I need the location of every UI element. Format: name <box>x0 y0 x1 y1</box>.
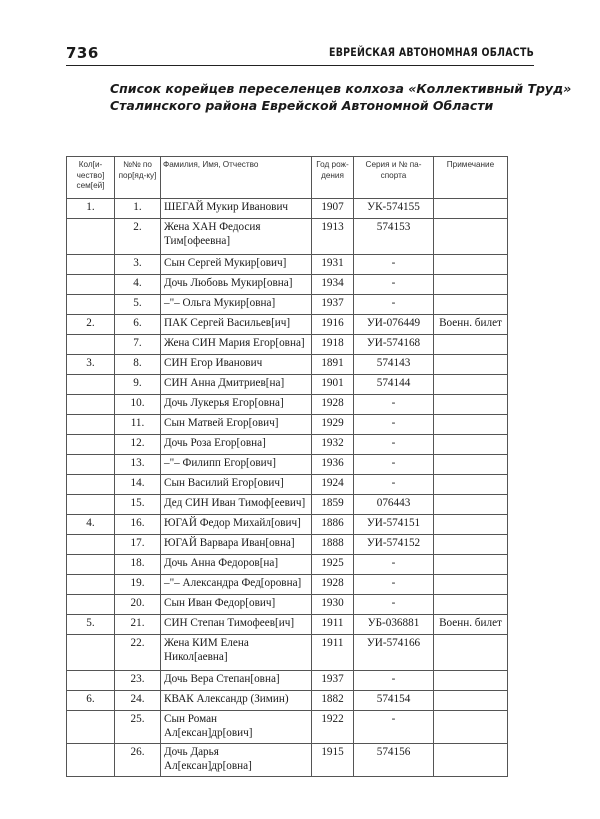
cell-note <box>434 295 508 315</box>
cell-family-count <box>67 415 115 435</box>
cell-family-count: 4. <box>67 515 115 535</box>
table-row <box>67 575 508 595</box>
cell-passport: - <box>354 455 434 475</box>
cell-family-count <box>67 535 115 555</box>
cell-row-number: 6. <box>115 315 161 335</box>
table-row <box>67 515 508 535</box>
cell-family-count <box>67 335 115 355</box>
cell-birth-year: 1929 <box>312 415 354 435</box>
cell-birth-year: 1928 <box>312 395 354 415</box>
cell-note <box>434 395 508 415</box>
cell-note <box>434 275 508 295</box>
cell-birth-year: 1934 <box>312 275 354 295</box>
cell-passport: УИ-574166 <box>354 635 434 671</box>
cell-row-number: 2. <box>115 219 161 255</box>
cell-note <box>434 415 508 435</box>
cell-note <box>434 671 508 691</box>
cell-birth-year: 1886 <box>312 515 354 535</box>
table-row <box>67 355 508 375</box>
cell-full-name: Жена ХАН Федосия Тим[офеевна] <box>161 219 312 255</box>
cell-passport: УИ-076449 <box>354 315 434 335</box>
cell-passport: 574143 <box>354 355 434 375</box>
cell-passport: - <box>354 711 434 744</box>
column-header-note: Примечание <box>434 157 508 199</box>
cell-row-number: 3. <box>115 255 161 275</box>
cell-full-name: Сын Иван Федор[ович] <box>161 595 312 615</box>
cell-passport: УИ-574152 <box>354 535 434 555</box>
cell-row-number: 10. <box>115 395 161 415</box>
cell-passport: УК-574155 <box>354 199 434 219</box>
cell-full-name: Дочь Анна Федоров[на] <box>161 555 312 575</box>
cell-birth-year: 1924 <box>312 475 354 495</box>
cell-birth-year: 1907 <box>312 199 354 219</box>
cell-family-count <box>67 744 115 777</box>
cell-birth-year: 1936 <box>312 455 354 475</box>
cell-note <box>434 335 508 355</box>
cell-birth-year: 1937 <box>312 295 354 315</box>
cell-full-name: СИН Анна Дмитриев[на] <box>161 375 312 395</box>
cell-note <box>434 515 508 535</box>
cell-row-number: 12. <box>115 435 161 455</box>
cell-family-count: 6. <box>67 691 115 711</box>
cell-full-name: Жена СИН Мария Егор[овна] <box>161 335 312 355</box>
document-title <box>110 80 572 114</box>
cell-row-number: 20. <box>115 595 161 615</box>
settlers-table <box>66 156 508 777</box>
cell-note <box>434 435 508 455</box>
cell-full-name: ШЕГАЙ Мукир Иванович <box>161 199 312 219</box>
page-number: 736 <box>66 44 99 62</box>
cell-note <box>434 691 508 711</box>
cell-family-count <box>67 475 115 495</box>
cell-family-count <box>67 555 115 575</box>
cell-row-number: 17. <box>115 535 161 555</box>
cell-full-name: ЮГАЙ Варвара Иван[овна] <box>161 535 312 555</box>
cell-passport: - <box>354 595 434 615</box>
cell-row-number: 19. <box>115 575 161 595</box>
header-rule <box>66 65 534 66</box>
cell-full-name: Дочь Дарья Ал[ексан]др[овна] <box>161 744 312 777</box>
table-row <box>67 475 508 495</box>
column-header-family-count: Кол[и-чество] сем[ей] <box>67 157 115 199</box>
cell-note <box>434 475 508 495</box>
table-body <box>67 199 508 777</box>
table-row <box>67 495 508 515</box>
cell-row-number: 23. <box>115 671 161 691</box>
cell-family-count <box>67 275 115 295</box>
table-row <box>67 415 508 435</box>
cell-full-name: –"– Александра Фед[оровна] <box>161 575 312 595</box>
cell-family-count <box>67 455 115 475</box>
cell-family-count <box>67 575 115 595</box>
cell-passport: 574156 <box>354 744 434 777</box>
cell-family-count <box>67 711 115 744</box>
cell-row-number: 25. <box>115 711 161 744</box>
cell-row-number: 5. <box>115 295 161 315</box>
cell-passport: УБ-036881 <box>354 615 434 635</box>
cell-note <box>434 219 508 255</box>
cell-row-number: 16. <box>115 515 161 535</box>
cell-note <box>434 495 508 515</box>
table-row <box>67 595 508 615</box>
cell-birth-year: 1922 <box>312 711 354 744</box>
cell-family-count: 5. <box>67 615 115 635</box>
cell-note <box>434 455 508 475</box>
column-header-full-name: Фамилия, Имя, Отчество <box>161 157 312 199</box>
cell-passport: - <box>354 255 434 275</box>
cell-birth-year: 1930 <box>312 595 354 615</box>
cell-full-name: Дочь Вера Степан[овна] <box>161 671 312 691</box>
cell-note <box>434 255 508 275</box>
cell-full-name: Сын Роман Ал[ексан]др[ович] <box>161 711 312 744</box>
cell-full-name: Жена КИМ Елена Никол[аевна] <box>161 635 312 671</box>
cell-note <box>434 535 508 555</box>
cell-passport: 574154 <box>354 691 434 711</box>
cell-row-number: 14. <box>115 475 161 495</box>
table-row <box>67 255 508 275</box>
cell-family-count <box>67 595 115 615</box>
table-row <box>67 671 508 691</box>
cell-full-name: –"– Ольга Мукир[овна] <box>161 295 312 315</box>
cell-row-number: 18. <box>115 555 161 575</box>
table-row <box>67 275 508 295</box>
cell-note: Военн. билет <box>434 615 508 635</box>
column-header-birth-year: Год рож-дения <box>312 157 354 199</box>
table-header-row <box>67 157 508 199</box>
cell-note: Военн. билет <box>434 315 508 335</box>
cell-birth-year: 1888 <box>312 535 354 555</box>
cell-birth-year: 1911 <box>312 615 354 635</box>
cell-full-name: Дочь Роза Егор[овна] <box>161 435 312 455</box>
cell-row-number: 24. <box>115 691 161 711</box>
cell-birth-year: 1911 <box>312 635 354 671</box>
cell-birth-year: 1925 <box>312 555 354 575</box>
cell-row-number: 9. <box>115 375 161 395</box>
table-row <box>67 711 508 744</box>
cell-passport: 076443 <box>354 495 434 515</box>
cell-birth-year: 1918 <box>312 335 354 355</box>
cell-full-name: Дочь Любовь Мукир[овна] <box>161 275 312 295</box>
table-row <box>67 615 508 635</box>
cell-full-name: Дочь Лукерья Егор[овна] <box>161 395 312 415</box>
cell-family-count <box>67 375 115 395</box>
cell-row-number: 7. <box>115 335 161 355</box>
cell-birth-year: 1901 <box>312 375 354 395</box>
cell-birth-year: 1891 <box>312 355 354 375</box>
cell-passport: - <box>354 295 434 315</box>
cell-note <box>434 575 508 595</box>
document-title-line-1: Список корейцев переселенцев колхоза «Коллективный Труд» <box>110 81 572 96</box>
cell-full-name: КВАК Александр (Зимин) <box>161 691 312 711</box>
cell-full-name: Сын Василий Егор[ович] <box>161 475 312 495</box>
cell-family-count <box>67 671 115 691</box>
cell-full-name: ПАК Сергей Васильев[ич] <box>161 315 312 335</box>
table-row <box>67 535 508 555</box>
cell-birth-year: 1932 <box>312 435 354 455</box>
table-row <box>67 315 508 335</box>
cell-passport: 574153 <box>354 219 434 255</box>
cell-row-number: 1. <box>115 199 161 219</box>
column-header-passport: Серия и № па-спорта <box>354 157 434 199</box>
table-row <box>67 744 508 777</box>
cell-full-name: Дед СИН Иван Тимоф[еевич] <box>161 495 312 515</box>
cell-birth-year: 1928 <box>312 575 354 595</box>
cell-passport: - <box>354 435 434 455</box>
cell-passport: УИ-574151 <box>354 515 434 535</box>
table-row <box>67 375 508 395</box>
cell-birth-year: 1916 <box>312 315 354 335</box>
cell-family-count <box>67 635 115 671</box>
cell-family-count <box>67 435 115 455</box>
cell-full-name: СИН Егор Иванович <box>161 355 312 375</box>
cell-note <box>434 199 508 219</box>
table-row <box>67 691 508 711</box>
cell-family-count: 1. <box>67 199 115 219</box>
cell-row-number: 4. <box>115 275 161 295</box>
cell-full-name: Сын Матвей Егор[ович] <box>161 415 312 435</box>
cell-family-count <box>67 495 115 515</box>
cell-passport: УИ-574168 <box>354 335 434 355</box>
table-row <box>67 335 508 355</box>
cell-family-count <box>67 219 115 255</box>
table-row <box>67 435 508 455</box>
cell-family-count <box>67 255 115 275</box>
column-header-row-number: №№ по пор[яд-ку] <box>115 157 161 199</box>
table-row <box>67 635 508 671</box>
cell-passport: - <box>354 475 434 495</box>
cell-birth-year: 1915 <box>312 744 354 777</box>
cell-note <box>434 595 508 615</box>
cell-note <box>434 375 508 395</box>
table-row <box>67 219 508 255</box>
cell-birth-year: 1931 <box>312 255 354 275</box>
cell-passport: - <box>354 671 434 691</box>
cell-row-number: 8. <box>115 355 161 375</box>
cell-full-name: –"– Филипп Егор[ович] <box>161 455 312 475</box>
cell-note <box>434 555 508 575</box>
table-row <box>67 455 508 475</box>
cell-note <box>434 635 508 671</box>
table-row <box>67 395 508 415</box>
table-row <box>67 555 508 575</box>
cell-family-count <box>67 395 115 415</box>
cell-birth-year: 1913 <box>312 219 354 255</box>
cell-row-number: 21. <box>115 615 161 635</box>
cell-passport: 574144 <box>354 375 434 395</box>
cell-row-number: 13. <box>115 455 161 475</box>
cell-full-name: СИН Степан Тимофеев[ич] <box>161 615 312 635</box>
cell-passport: - <box>354 575 434 595</box>
cell-full-name: ЮГАЙ Федор Михайл[ович] <box>161 515 312 535</box>
cell-family-count: 2. <box>67 315 115 335</box>
cell-family-count: 3. <box>67 355 115 375</box>
cell-row-number: 22. <box>115 635 161 671</box>
table-row <box>67 295 508 315</box>
cell-birth-year: 1882 <box>312 691 354 711</box>
cell-passport: - <box>354 275 434 295</box>
table-row <box>67 199 508 219</box>
running-head: ЕВРЕЙСКАЯ АВТОНОМНАЯ ОБЛАСТЬ <box>328 45 534 59</box>
cell-passport: - <box>354 395 434 415</box>
cell-family-count <box>67 295 115 315</box>
cell-row-number: 11. <box>115 415 161 435</box>
cell-birth-year: 1859 <box>312 495 354 515</box>
cell-full-name: Сын Сергей Мукир[ович] <box>161 255 312 275</box>
cell-row-number: 15. <box>115 495 161 515</box>
document-title-line-2: Сталинского района Еврейской Автономной Области <box>110 98 494 113</box>
cell-birth-year: 1937 <box>312 671 354 691</box>
cell-note <box>434 711 508 744</box>
cell-note <box>434 355 508 375</box>
cell-passport: - <box>354 415 434 435</box>
cell-row-number: 26. <box>115 744 161 777</box>
cell-passport: - <box>354 555 434 575</box>
cell-note <box>434 744 508 777</box>
